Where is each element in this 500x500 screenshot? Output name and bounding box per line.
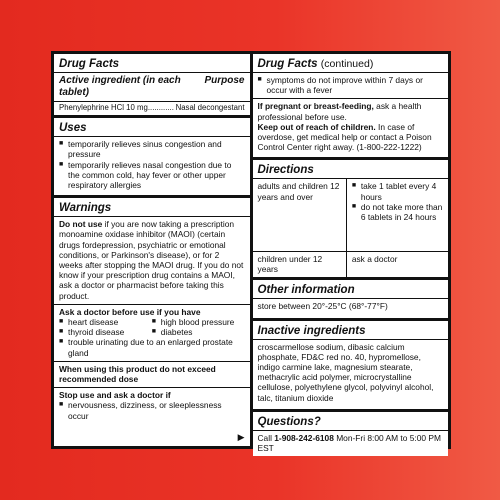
ask-doctor-label: Ask a doctor before use if you have (59, 306, 201, 317)
keep-out-paragraph (258, 122, 444, 153)
uses-list (59, 139, 245, 190)
table-cell: children under 12 years (253, 251, 347, 277)
continued-label: (continued) (320, 58, 374, 70)
directions-list (352, 181, 443, 222)
ingredient-name: Phenylephrine HCl 10 mg (59, 103, 148, 112)
list-item: ■ temporarily relieves nasal congestion due to the common cold, hay fever or other upper respiratory allergies (59, 160, 245, 191)
table-cell (346, 179, 448, 251)
right-column (253, 54, 449, 454)
list-item: ■ trouble urinating due to an enlarged prostate gland (59, 337, 245, 357)
divider (54, 361, 250, 362)
pregnant-label: If pregnant or breast-feeding, (257, 101, 374, 112)
divider (253, 98, 449, 99)
when-using-label: When using this product do not exceed recommended dose (59, 363, 216, 385)
list-item: ■ nervousness, dizziness, or sleeplessness occur (59, 400, 231, 420)
inactive-ingredients-title: Inactive ingredients (253, 324, 449, 340)
ingredient-line (54, 101, 250, 113)
inactive-ingredients-section (253, 321, 449, 409)
list-item: ■ take 1 tablet every 4 hours (352, 181, 443, 201)
list-item: ■ temporarily relieves sinus congestion and pressure (59, 139, 245, 159)
do-not-use-paragraph (59, 219, 245, 301)
directions-section (253, 160, 449, 277)
table-cell: adults and children 12 years and over (257, 181, 340, 202)
drug-facts-title: Drug Facts (257, 58, 318, 70)
list-item: ■ thyroid disease (59, 327, 152, 337)
pregnant-text: ask a health professional before use. (257, 101, 422, 122)
divider (54, 387, 250, 388)
keep-out-label: Keep out of reach of children. (257, 121, 376, 132)
uses-section (54, 118, 250, 195)
stop-use-list (59, 400, 245, 420)
drug-facts-title: Drug Facts (54, 57, 250, 73)
keep-out-text: In case of overdose, get medical help or contact a Poison Control Center right away. (1-800-222-1222) (257, 121, 432, 153)
phone-number: 1-908-242-6108 (274, 432, 334, 443)
other-information-title: Other information (253, 283, 449, 299)
inactive-ingredients-text: croscarmellose sodium, dibasic calcium phosphate, FD&C red no. 40, hypromellose, indigo carmine lake, magnesium stearate, methacrylic acid polymer, microcrystalline cellulose, polyethylene glycol, polyvinyl alcohol, talc, titanium dioxide (257, 341, 434, 403)
other-information-section (253, 280, 449, 317)
pregnant-paragraph (258, 101, 444, 121)
list-item: ■ do not take more than 6 tablets in 24 hours (352, 202, 443, 222)
uses-title: Uses (54, 121, 250, 137)
list-item: ■ diabetes (152, 327, 245, 337)
stop-use-label: Stop use and ask a doctor if (59, 390, 171, 401)
directions-title: Directions (253, 163, 449, 179)
table-cell: ask a doctor (346, 251, 448, 277)
drug-facts-panel (51, 51, 451, 454)
warnings-section (54, 198, 250, 446)
ask-doctor-list (59, 317, 245, 358)
questions-title: Questions? (253, 415, 449, 431)
drug-facts-continued-title (253, 57, 449, 73)
continue-arrow-icon: ▶ (237, 431, 245, 442)
ingredient-dots: ............ (147, 103, 174, 112)
questions-section (253, 412, 449, 456)
table-row (253, 179, 449, 251)
questions-text (258, 433, 444, 453)
other-information-text: store between 20°-25°C (68°-77°F) (257, 301, 388, 312)
left-column (54, 54, 250, 446)
divider (54, 304, 250, 305)
questions-prefix: Call (257, 432, 275, 443)
active-ingredient-section (54, 54, 250, 115)
continued-section (253, 54, 449, 157)
list-item: ■ symptoms do not improve within 7 days or occur with a fever (258, 75, 444, 95)
do-not-use-label: Do not use (59, 219, 103, 230)
do-not-use-text: if you are now taking a prescription monoamine oxidase inhibitor (MAOI) (certain drugs fordepression, psychiatric or emotional conditions, or Parkinson's disease), or for 2 weeks after stopping the MAOI drug. If you do not know if your prescription drug contains a MAOI, ask a doctor or pharmacist before taking this product. (59, 219, 244, 301)
list-item: ■ high blood pressure (152, 317, 245, 327)
active-ingredient-title: Active ingredient (in each tablet) (59, 75, 181, 98)
table-row (253, 251, 449, 277)
warnings-title: Warnings (54, 201, 250, 217)
purpose-label: Purpose (204, 75, 245, 86)
ingredient-purpose: Nasal decongestant (175, 103, 245, 112)
continued-list (258, 75, 444, 95)
active-ingredient-header (59, 75, 245, 99)
directions-table (253, 179, 449, 277)
list-item: ■ heart disease (59, 317, 152, 327)
questions-hours: Mon-Fri 8:00 AM to 5:00 PM EST (257, 432, 441, 454)
